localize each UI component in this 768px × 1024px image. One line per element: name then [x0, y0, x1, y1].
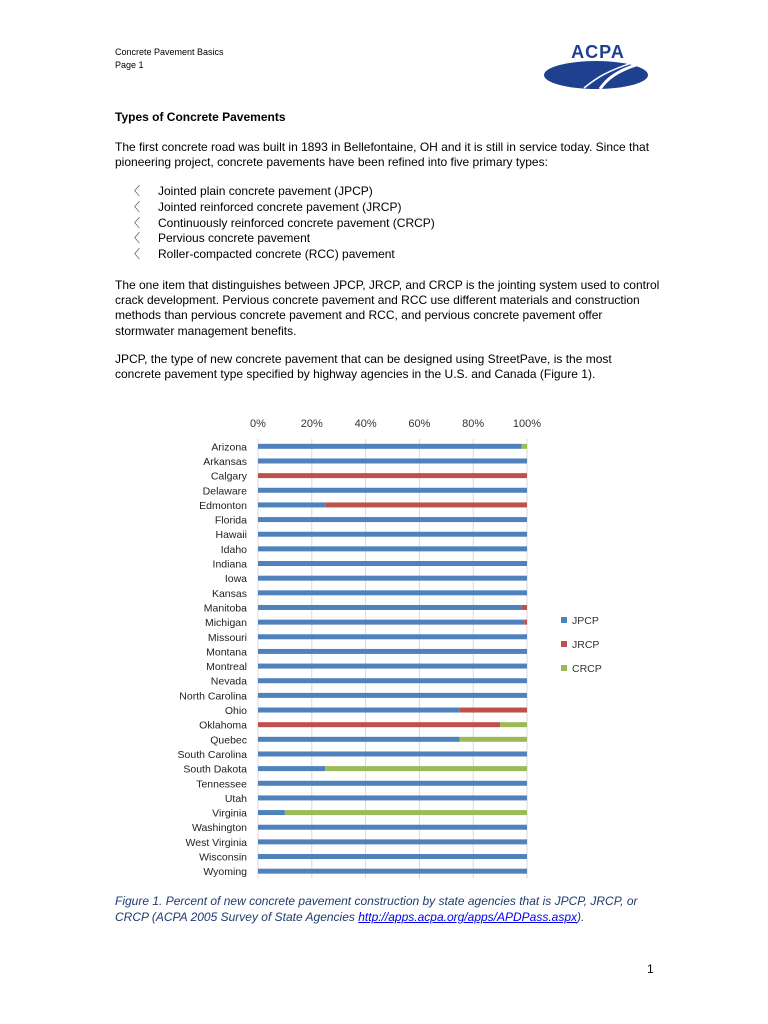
bar-segment-jpcp [258, 678, 527, 683]
bar-segment-jpcp [258, 561, 527, 566]
category-label: Virginia [212, 807, 247, 820]
figure-caption [115, 893, 660, 925]
category-label: Iowa [224, 573, 247, 586]
list-item [128, 231, 435, 247]
category-label: Oklahoma [199, 719, 247, 732]
page-number: 1 [647, 962, 654, 976]
x-tick-label: 20% [300, 418, 323, 430]
bar-segment-jpcp [258, 634, 527, 639]
bar-segment-crcp [285, 810, 527, 815]
category-label: South Carolina [177, 748, 247, 761]
bullet-marker: 〈 [128, 215, 141, 230]
category-label: Edmonton [199, 499, 247, 512]
bar-segment-jpcp [258, 708, 460, 713]
category-label: Wisconsin [199, 851, 247, 864]
category-label: Delaware [202, 485, 247, 498]
bullet-marker: 〈 [128, 247, 141, 262]
list-item [128, 247, 435, 263]
category-label: Michigan [204, 617, 247, 630]
bar-segment-jpcp [258, 620, 524, 625]
caption-text: Figure 1. Percent of new concrete pavement construction by state agencies that is JPCP, JRCP, or CRCP (ACPA 2005 Survey of State Agencies [115, 894, 638, 924]
x-tick-label: 60% [408, 418, 431, 430]
bar-segment-jrcp [522, 605, 527, 610]
category-label: Wyoming [203, 866, 247, 879]
section-title: Types of Concrete Pavements [115, 110, 286, 124]
category-label: Utah [224, 792, 247, 805]
bar-segment-jpcp [258, 532, 527, 537]
bar-segment-jpcp [258, 664, 527, 669]
x-tick-label: 100% [512, 418, 542, 430]
bar-segment-jpcp [258, 737, 460, 742]
bar-segment-jpcp [258, 444, 522, 449]
category-label: Missouri [207, 631, 247, 644]
jointing-paragraph: The one item that distinguishes between JPCP, JRCP, and CRCP is the jointing system used to control crack development. Pervious concrete pavement and RCC use different materials and construction methods than pervious concrete pavement and RCC, and pervious concrete pavement offer stormwater management benefits. [115, 278, 660, 338]
bar-segment-jpcp [258, 576, 527, 581]
x-tick-label: 80% [462, 418, 485, 430]
list-item [128, 200, 435, 216]
bar-segment-crcp [522, 444, 527, 449]
bar-segment-jpcp [258, 825, 527, 830]
category-label: West Virginia [185, 836, 247, 849]
pavement-type-chart [170, 405, 640, 885]
logo-text: ACPA [571, 42, 625, 62]
bar-segment-jrcp [258, 473, 527, 478]
bar-segment-jpcp [258, 546, 527, 551]
bar-segment-jpcp [258, 854, 527, 859]
bar-segment-jpcp [258, 795, 527, 800]
bar-segment-jpcp [258, 751, 527, 756]
bar-segment-crcp [460, 737, 527, 742]
streetpave-paragraph: JPCP, the type of new concrete pavement that can be designed using StreetPave, is the most concrete pavement type specified by highway agencies in the U.S. and Canada (Figure 1). [115, 352, 612, 382]
category-label: Idaho [220, 543, 247, 556]
running-header [115, 46, 224, 72]
bar-segment-jrcp [524, 620, 527, 625]
bar-segment-jpcp [258, 590, 527, 595]
category-label: Washington [191, 822, 247, 835]
intro-paragraph: The first concrete road was built in 1893 in Bellefontaine, OH and it is still in service today. Since that pioneering project, concrete pavements have been refined into five primary types: [115, 140, 650, 170]
bar-segment-jpcp [258, 693, 527, 698]
category-label: Arkansas [203, 455, 247, 468]
bar-segment-jpcp [258, 766, 325, 771]
bar-segment-crcp [500, 722, 527, 727]
bar-segment-jrcp [460, 708, 527, 713]
category-label: Florida [214, 514, 247, 527]
legend-swatch-jrcp [561, 641, 567, 647]
legend-swatch-jpcp [561, 617, 567, 623]
survey-link[interactable]: http://apps.acpa.org/apps/APDPass.aspx [358, 910, 578, 924]
list-item-text: Jointed reinforced concrete pavement (JRCP) [158, 199, 402, 214]
list-item-text: Pervious concrete pavement [158, 231, 311, 246]
bullet-marker: 〈 [128, 184, 141, 198]
bar-segment-jpcp [258, 810, 285, 815]
list-item-text: Continuously reinforced concrete pavement (CRCP) [158, 215, 435, 230]
category-label: Hawaii [215, 529, 247, 542]
category-label: Calgary [210, 470, 247, 483]
x-tick-label: 40% [354, 418, 377, 430]
bar-segment-jpcp [258, 502, 325, 507]
list-item [128, 216, 435, 232]
category-label: Ohio [224, 705, 247, 718]
bar-segment-jpcp [258, 458, 527, 463]
acpa-logo [542, 42, 654, 92]
bar-segment-jpcp [258, 488, 527, 493]
category-label: Montana [206, 646, 247, 659]
page-label: Page 1 [115, 60, 144, 70]
bullet-marker: 〈 [128, 231, 141, 246]
bar-segment-crcp [325, 766, 527, 771]
bar-segment-jrcp [325, 502, 527, 507]
legend-label: CRCP [572, 663, 602, 675]
list-item-text: Jointed plain concrete pavement (JPCP) [158, 184, 373, 198]
pavement-types-list [128, 184, 435, 263]
list-item [128, 184, 435, 200]
doc-title: Concrete Pavement Basics [115, 47, 224, 57]
category-label: Quebec [210, 734, 247, 747]
category-label: South Dakota [183, 763, 247, 776]
bar-segment-jrcp [258, 722, 500, 727]
category-label: Kansas [211, 587, 247, 600]
category-label: Manitoba [203, 602, 247, 615]
category-label: Montreal [206, 661, 247, 674]
category-label: Tennessee [196, 778, 247, 791]
bar-segment-jpcp [258, 781, 527, 786]
category-label: North Carolina [179, 690, 247, 703]
bar-segment-jpcp [258, 517, 527, 522]
category-label: Nevada [210, 675, 247, 688]
bullet-marker: 〈 [128, 199, 141, 214]
legend-label: JPCP [572, 615, 599, 627]
bar-segment-jpcp [258, 869, 527, 874]
caption-end: ). [577, 910, 585, 924]
list-item-text: Roller-compacted concrete (RCC) pavement [158, 247, 395, 262]
legend-label: JRCP [572, 639, 600, 651]
category-label: Arizona [211, 441, 247, 454]
legend-swatch-crcp [561, 665, 567, 671]
category-label: Indiana [212, 558, 247, 571]
bar-segment-jpcp [258, 605, 522, 610]
bar-segment-jpcp [258, 649, 527, 654]
x-tick-label: 0% [250, 418, 266, 430]
bar-segment-jpcp [258, 839, 527, 844]
